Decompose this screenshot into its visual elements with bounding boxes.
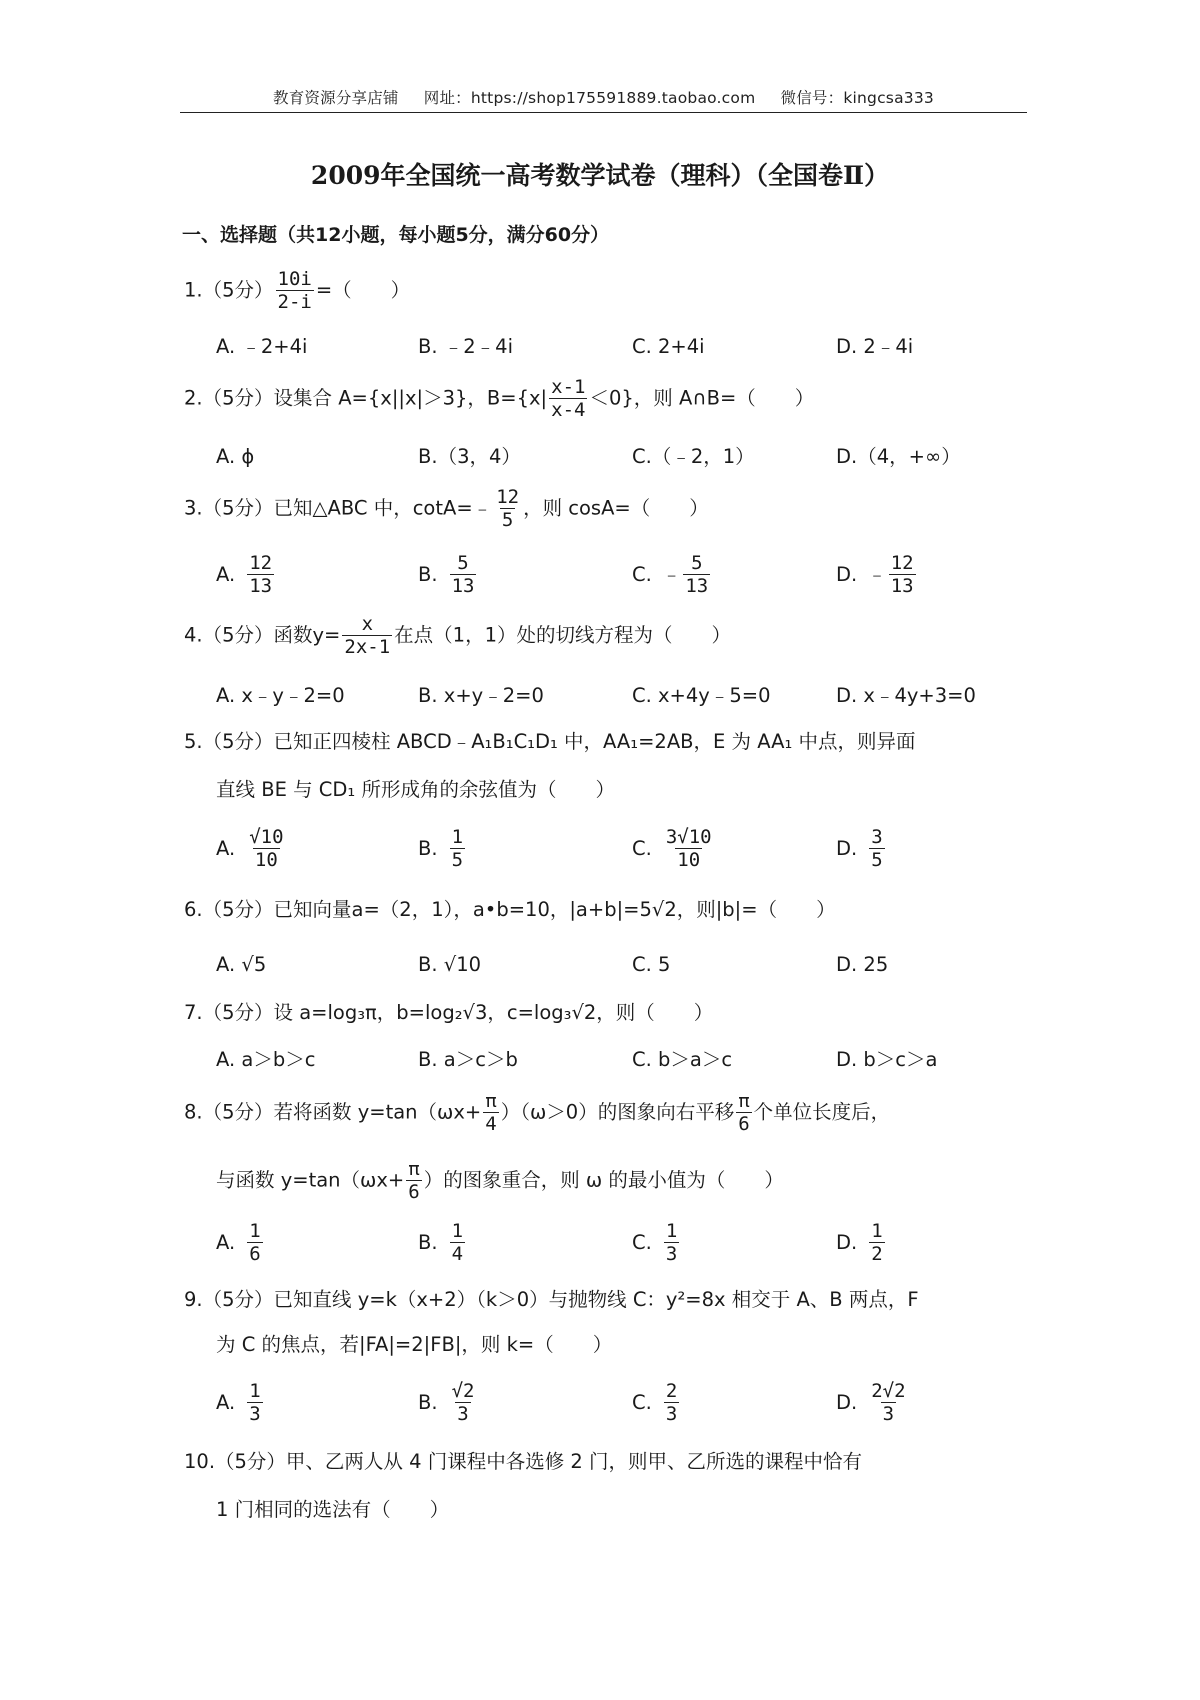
option-b: B. a＞c＞b [418, 1048, 518, 1071]
option-a: A. ﹣2+4i [216, 335, 308, 358]
option-b: B.（3，4） [418, 445, 521, 468]
question-3: 3.（5分）已知△ABC 中，cotA=﹣ $\frac{12}{5}$ ，则 cosA=（ ） [184, 486, 709, 531]
option-c: C. b＞a＞c [632, 1048, 733, 1071]
option-d: D.（4，+∞） [836, 445, 961, 468]
option-a: A. $\frac{1}{3}$ [216, 1380, 261, 1425]
question-5-line-2: 直线 BE 与 CD₁ 所形成角的余弦值为（ ） [216, 778, 615, 801]
option-d: D. $\frac{2√2}{3}$ [836, 1380, 906, 1425]
section-heading: 一、选择题（共12小题，每小题5分，满分60分） [182, 224, 610, 246]
option-d: D. 25 [836, 953, 889, 976]
option-a: A. $\frac{√10}{10}$ [216, 826, 284, 871]
header-rule [180, 112, 1027, 113]
option-a: A. $\frac{12}{13}$ [216, 552, 273, 597]
option-c: C. $\frac{2}{3}$ [632, 1380, 678, 1425]
shop-url: 网址：https://shop175591889.taobao.com [423, 89, 756, 107]
option-d: D. 2﹣4i [836, 335, 914, 358]
option-a: A. x﹣y﹣2=0 [216, 684, 345, 707]
fraction: $\frac{x}{2x-1}$ [344, 613, 391, 658]
option-a: A. $\frac{1}{6}$ [216, 1220, 261, 1265]
option-d: D. $\frac{1}{2}$ [836, 1220, 883, 1265]
fraction: $\frac{12}{5}$ [496, 486, 520, 531]
fraction: $\frac{x-1}{x-4}$ [551, 376, 586, 421]
option-c: C. $\frac{1}{3}$ [632, 1220, 678, 1265]
option-c: C. $\frac{3√10}{10}$ [632, 826, 712, 871]
option-a: A. √5 [216, 953, 267, 976]
option-d: D. x﹣4y+3=0 [836, 684, 976, 707]
question-5-line-1: 5.（5分）已知正四棱柱 ABCD﹣A₁B₁C₁D₁ 中，AA₁=2AB，E 为 AA₁ 中点，则异面 [184, 730, 916, 753]
question-2: 2.（5分）设集合 A={x||x|＞3}，B={x| $\frac{x-1}{x-4}$ ＜0}，则 A∩B=（ ） [184, 376, 815, 421]
question-9-line-1: 9.（5分）已知直线 y=k（x+2）（k＞0）与抛物线 C：y²=8x 相交于 A、B 两点，F [184, 1288, 919, 1311]
page-header [180, 86, 1027, 108]
option-b: B. ﹣2﹣4i [418, 335, 514, 358]
option-a: A. a＞b＞c [216, 1048, 316, 1071]
option-c: C. 5 [632, 953, 671, 976]
page-title: 2009年全国统一高考数学试卷（理科）（全国卷Ⅱ） [310, 161, 890, 190]
option-c: C.（﹣2，1） [632, 445, 755, 468]
option-d: D. $\frac{3}{5}$ [836, 826, 883, 871]
option-b: B. $\frac{√2}{3}$ [418, 1380, 475, 1425]
question-8-line-1: 8.（5分）若将函数 y=tan（ωx+ $\frac{\pi}{4}$ ）（ω＞0）的图象向右平移 $\frac{\pi}{6}$ 个单位长度后， [184, 1090, 891, 1135]
option-c: C. ﹣ $\frac{5}{13}$ [632, 552, 709, 597]
question-10-line-1: 10.（5分）甲、乙两人从 4 门课程中各选修 2 门，则甲、乙所选的课程中恰有 [184, 1450, 863, 1473]
fraction: $\frac{10i}{2-i}$ [277, 268, 312, 313]
question-8-line-2: 与函数 y=tan（ωx+ $\frac{\pi}{6}$ ）的图象重合，则 ω 的最小值为（ ） [216, 1158, 784, 1203]
question-10-line-2: 1 门相同的选法有（ ） [216, 1498, 450, 1521]
question-9-line-2: 为 C 的焦点，若|FA|=2|FB|，则 k=（ ） [216, 1333, 613, 1356]
option-c: C. x+4y﹣5=0 [632, 684, 771, 707]
option-b: B. √10 [418, 953, 482, 976]
option-b: B. x+y﹣2=0 [418, 684, 544, 707]
question-7: 7.（5分）设 a=log₃π，b=log₂√3，c=log₃√2，则（ ） [184, 1001, 714, 1024]
shop-name: 教育资源分享店铺 [273, 89, 399, 107]
option-c: C. 2+4i [632, 335, 705, 358]
wechat-id: 微信号：kingcsa333 [780, 89, 934, 107]
option-b: B. $\frac{1}{4}$ [418, 1220, 464, 1265]
question-6: 6.（5分）已知向量a=（2，1），a•b=10，|a+b|=5√2，则|b|=（ ） [184, 898, 836, 921]
option-a: A. ϕ [216, 445, 255, 468]
option-d: D. ﹣ $\frac{12}{13}$ [836, 552, 914, 597]
option-d: D. b＞c＞a [836, 1048, 938, 1071]
option-b: B. $\frac{1}{5}$ [418, 826, 464, 871]
question-4: 4.（5分）函数y= $\frac{x}{2x-1}$ 在点（1，1）处的切线方程为（ ） [184, 613, 731, 658]
option-b: B. $\frac{5}{13}$ [418, 552, 475, 597]
question-1: 1.（5分） $\frac{10i}{2-i}$ =（ ） [184, 268, 411, 313]
